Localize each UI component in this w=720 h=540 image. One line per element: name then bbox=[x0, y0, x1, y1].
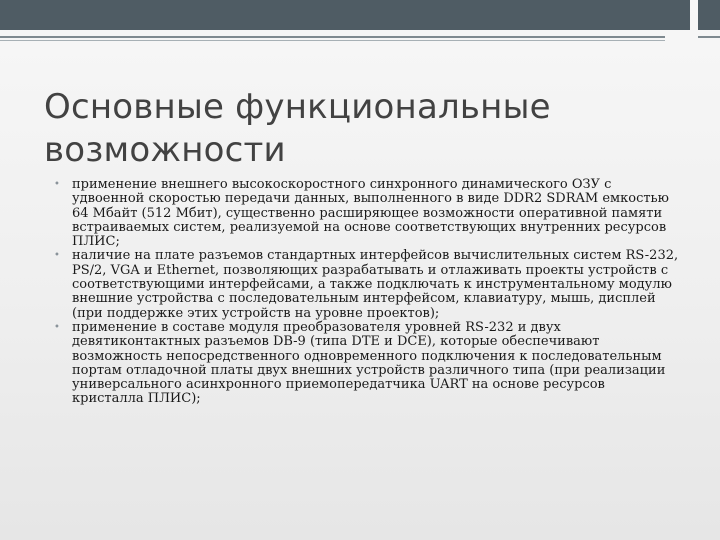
bullet-item bbox=[50, 249, 680, 320]
bullet-text: применение внешнего высокоскоростного синхронного динамического ОЗУ с удвоенной скоростью передачи данных, выполненного в виде DDR2 SDRAM емкостью 64 Мбайт (512 Мбит), существенно расширяющее возможности оперативной памяти встраиваемых систем, реализуемой на основе соответствующих внутренних ресурсов ПЛИС; bbox=[72, 177, 669, 250]
bullet-text: наличие на плате разъемов стандартных интерфейсов вычислительных систем RS-232, PS/2, VGA и Ethernet, позволяющих разрабатывать и отлаживать проекты устройств с соответствующими интерфейсами, а также подключать к инструментальному модулю внешние устройства с последовательным интерфейсом, клавиатуру, мышь, дисплей (при поддержке этих устройств на уровне проектов); bbox=[72, 248, 679, 321]
header-rule-thin bbox=[0, 40, 665, 41]
header-bar bbox=[0, 0, 690, 30]
bullet-item bbox=[50, 178, 680, 249]
bullet-icon: • bbox=[54, 250, 60, 262]
bullet-icon: • bbox=[54, 179, 60, 190]
bullet-list bbox=[50, 178, 680, 407]
bullet-icon: • bbox=[54, 321, 60, 333]
bullet-text: применение в составе модуля преобразователя уровней RS-232 и двух девятиконтактных разъемов DB-9 (типа DTE и DCE), которые обеспечивают возможность непосредственного одновременного подключения к последовательным портам отладочной платы двух внешних устройств различного типа (при реализации универсального асинхронного приемопередатчика UART на основе ресурсов кристалла ПЛИС); bbox=[72, 319, 666, 407]
header-rule-accent bbox=[698, 36, 720, 38]
header-bar-accent bbox=[698, 0, 720, 30]
bullet-item bbox=[50, 321, 680, 407]
slide-title: Основные функциональные возможности bbox=[44, 87, 551, 170]
header-rule bbox=[0, 36, 665, 38]
